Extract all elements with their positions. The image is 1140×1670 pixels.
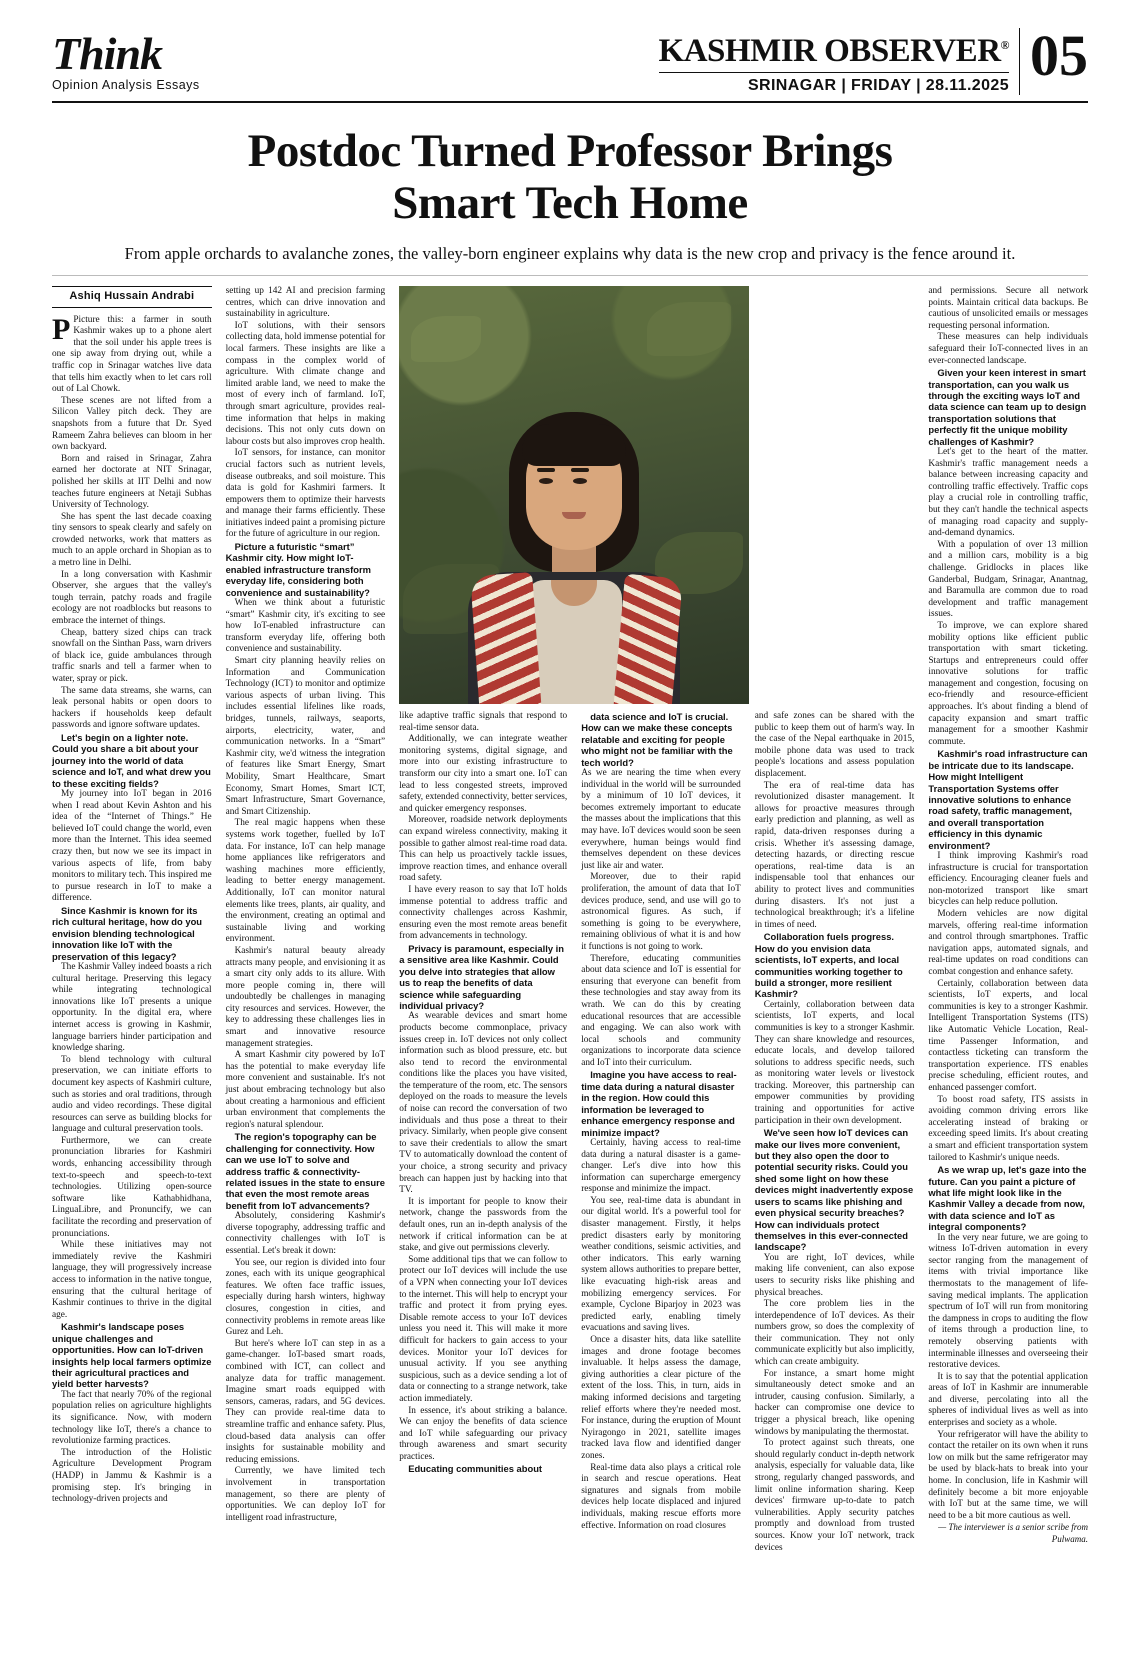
question: Collaboration fuels progress. How do you envision data scientists, IoT experts, and local communities working together to build a stronger, more resilient Kashmir? bbox=[754, 931, 903, 1000]
paragraph: To protect against such threats, one should regularly conduct in-depth network analysis, especially for valuable data, like strong, regularly changed passwords, and limit online information sharing. Keep devices' firmware up-to-date to patch vulnerabilities. Apply security patches promptly and download from trusted sources. Know your IoT network, track devices bbox=[754, 1438, 915, 1553]
scarf-left bbox=[470, 572, 542, 704]
paragraph: I have every reason to say that IoT holds immense potential to address traffic and connectivity challenges across Kashmir, ensuring even the most remote areas benefit from advancements in technology. bbox=[399, 884, 568, 942]
paragraph: and permissions. Secure all network points. Maintain critical data backups. Be cautious of unsolicited emails or messages requesting personal information. bbox=[928, 286, 1088, 331]
paragraph: When we think about a futuristic “smart” Kashmir city, it's exciting to see how IoT-enabled infrastructure can transform everyday life, offering both convenience and sustainability. bbox=[225, 598, 386, 655]
article-body bbox=[52, 286, 1088, 1554]
paragraph: Some additional tips that we can follow to protect our IoT devices will include the use of a VPN when connecting your IoT devices to the internet. This will help to encrypt your traffic and protect it from prying eyes. Disable remote access to your IoT devices unless you need it. This will make it more difficult for hackers to gain access to your devices. Monitor your IoT devices for unusual activity. If you see anything suspicious, such as a device sending a lot of data or connecting to a strange network, take action immediately. bbox=[399, 1254, 568, 1404]
paragraph: Modern vehicles are now digital marvels, offering real-time information and control through smartphones. Traffic navigation apps, automated signals, and real-time updates on road conditions can combat congestion and enhance safety. bbox=[928, 909, 1088, 978]
question: Since Kashmir is known for its rich cultural heritage, how do you envision blending technological innovation like IoT with the preservation of this legacy? bbox=[52, 904, 203, 962]
headline-line-2: Smart Tech Home bbox=[392, 177, 748, 229]
question: Picture a futuristic “smart” Kashmir city. How might IoT-enabled infrastructure transform everyday life, considering both convenience and sustainability? bbox=[225, 541, 371, 598]
paragraph: The era of real-time data has revolutionized disaster management. It allows for proactive measures through early prediction and planning, as well as rapid, data-driven responses during a crisis. Whether it's assessing damage, detecting hazards, or directing rescue operations, real-time data is an indispensable tool that enhances our ability to protect lives and communities during disasters. It's not just a technological breakthrough; it's a lifeline in times of need. bbox=[754, 780, 915, 930]
paragraph: You are right, IoT devices, while making life convenient, can also expose users to security risks like phishing and physical breaches. bbox=[754, 1252, 915, 1298]
paragraph: Kashmir's natural beauty already attracts many people, and envisioning it as a smart city only adds to its allure. With more people coming in, there will undoubtedly be challenges in managing city resources and services. However, the key to addressing these challenges lies in smart and innovative resource management strategies. bbox=[225, 945, 386, 1049]
paragraph: Cheap, battery sized chips can track snowfall on the Sinthan Pass, warn drivers of black ice, guide ambulances through traffic snarls and tell a farmer when to water, spray or pick. bbox=[52, 627, 212, 684]
paragraph: Additionally, we can integrate weather monitoring systems, digital signage, and more into our existing infrastructure to transform our city into a smart one. IoT can lead to less congested streets, improved safety, extended connectivity, better services, and quicker emergency responses. bbox=[399, 734, 568, 814]
headline bbox=[52, 125, 1088, 229]
byline: Ashiq Hussain Andrabi bbox=[52, 286, 212, 308]
column-6 bbox=[928, 286, 1088, 1554]
question: We've seen how IoT devices can make our lives more convenient, but they also open the door to potential security risks. Could you shed some light on how these devices might inadvertently expose users to scams like phishing and even physical security breaches? How can individuals protect themselves in this ever-connected landscape? bbox=[754, 1127, 914, 1253]
eye bbox=[573, 478, 587, 484]
paragraph: I think improving Kashmir's road infrastructure is crucial for transportation efficiency. Encouraging cleaner fuels and non-motorized transport like smart bicycles can help reduce pollution. bbox=[928, 851, 1088, 908]
paragraph: To boost road safety, ITS assists in avoiding common driving errors like accelerating instead of braking or exceeding speed limits. It's about creating a smart and efficient transportation system tailored to Kashmir's unique needs. bbox=[928, 1094, 1088, 1163]
paragraph: These scenes are not lifted from a Silicon Valley pitch deck. They are snapshots from a future that Dr. Syed Rameem Zahra believes can bloom in her own backyard. bbox=[52, 395, 212, 453]
paragraph: The introduction of the Holistic Agriculture Development Program (HADP) in Jammu & Kashmir is a promising step. It's bringing in technology-driven projects and bbox=[52, 1447, 212, 1505]
paragraph: Real-time data also plays a critical role in search and rescue operations. Heat signatures and signals from mobile devices help locate displaced and injured individuals, making rescue efforts more effective. Information on road closures bbox=[581, 1462, 741, 1531]
question: The region's topography can be challenging for connectivity. How can we use IoT to solve and address traffic & connectivity-related issues in the state to ensure that even the most remote areas benefit from IoT advancements? bbox=[225, 1131, 386, 1211]
paragraph: As wearable devices and smart home products become commonplace, privacy issues creep in. IoT devices not only collect information such as blood pressure, etc. but also tend to record the environmental conditions like the places you have visited, the temperature of the room, etc. The sensors deployed on the roads to measure the levels of noise can record the conversation of two individuals and thus pose a threat to their privacy. Similarly, when people give consent to save their credentials to allow the smart TV to automatically download the content of your choice, a strong security and privacy breach can happen just by hacking into that TV. bbox=[399, 1011, 568, 1196]
headline-line-1: Postdoc Turned Professor Brings bbox=[247, 125, 893, 177]
paragraph: Certainly, collaboration between data scientists, IoT experts, and local communities is key to a stronger Kashmir. Intelligent Transportation Systems (ITS) like Automatic Vehicle Location, Real-time Passenger Information, and contactless ticketing can transform the transportation experience. ITS enables precise scheduling, efficient routes, and enhanced passenger comfort. bbox=[928, 978, 1088, 1093]
question: As we wrap up, let's gaze into the future. Can you paint a picture of what life might look like in the Kashmir Valley a decade from now, with data science and IoT as integral components? bbox=[928, 1164, 1087, 1233]
scarf-right bbox=[613, 574, 683, 704]
paragraph: In a long conversation with Kashmir Observer, she argues that the valley's tough terrain, patchy roads and fragile ecology are not roadblocks but reasons to embrace the internet of things. bbox=[52, 569, 212, 627]
paragraph: IoT solutions, with their sensors collecting data, hold immense potential for local farmers. These insights are like a compass in the complex world of agriculture. With climate change and limited arable land, we need to make the most of every inch of farmland. IoT, through smart agriculture, provides real-time information that helps in making decisions. This not only cuts down on labour costs but also improves crop health. bbox=[225, 320, 386, 447]
question: Educating communities about bbox=[408, 1463, 543, 1475]
paragraph: She has spent the last decade coaxing tiny sensors to speak clearly and safely on crowded networks, work that matters as much to an apple orchard in Shopian as to a metro line in Delhi. bbox=[52, 511, 212, 569]
paragraph: like adaptive traffic signals that respond to real-time sensor data. bbox=[399, 711, 568, 733]
paragraph: You see, real-time data is abundant in our digital world. It's a powerful tool for disaster management. Firstly, it helps predict disasters early by monitoring weather conditions, seismic activities, and other indicators. This early warning system allows authorities to prepare better, like evacuating high-risk areas and mobilizing emergency services. For example, Cyclone Biparjoy in 2023 was predicted early, enabling timely evacuations and saving lives. bbox=[581, 1195, 741, 1334]
paragraph: With a population of over 13 million and a million cars, mobility is a big challenge. Gridlocks in places like Ganderbal, Budgam, Srinagar, Anantnag, and Baramulla are common due to road development and traffic management issues. bbox=[928, 539, 1088, 620]
standfirst: From apple orchards to avalanche zones, the valley-born engineer explains why data is the new crop and privacy is the fence around it. bbox=[124, 244, 1016, 263]
section-title: Think bbox=[52, 28, 163, 79]
column-1 bbox=[52, 286, 212, 1554]
paper-brand bbox=[658, 23, 1088, 95]
paragraph: Your refrigerator will have the ability to contact the retailer on its own when it runs low on milk but the same refrigerator may be used by black-hats to break into your home. In conclusion, life in Kashmir will definitely become a bit more enjoyable with IoT but at the same time, we will need to be a bit more cautious as well. bbox=[928, 1429, 1088, 1521]
page-number: 05 bbox=[1030, 23, 1088, 88]
eye bbox=[539, 478, 553, 484]
column-3 bbox=[399, 286, 567, 1554]
question: Imagine you have access to real-time data during a natural disaster in the region. How could this information be leveraged to enhance emergency response and minimize impact? bbox=[581, 1069, 737, 1138]
paragraph: Let's get to the heart of the matter. Kashmir's traffic management needs a balance between increasing capacity and controlling traffic effectively. Traffic cops play a crucial role in controlling traffic, but they can't handle the technical aspects of managing road capacity and supply-and-demand dynamics. bbox=[928, 447, 1088, 539]
question: Given your keen interest in smart transportation, can you walk us through the exciting ways IoT and data science can team up to design transportation solutions that perfectly fit the unique mobility challenges of Kashmir? bbox=[928, 367, 1087, 447]
paragraph: The Kashmir Valley indeed boasts a rich cultural heritage. Preserving this legacy while integrating technological innovations like IoT presents a unique opportunity. In the digital era, where internet access is growing in Kashmir, language barriers hinder participation and knowledge sharing. bbox=[52, 961, 212, 1054]
paragraph: It is important for people to know their network, change the passwords from the default ones, run an in-depth analysis of the network if critical information can be at stake, and give out permissions cleverly. bbox=[399, 1196, 568, 1254]
paragraph: In essence, it's about striking a balance. We can enjoy the benefits of data science and IoT while safeguarding our privacy through awareness and smart security practices. bbox=[399, 1405, 568, 1462]
divider bbox=[52, 275, 1088, 276]
paragraph: Furthermore, we can create pronunciation libraries for Kashmiri words, enhancing accessibility through text-to-speech and speech-to-text technologies. Utilizing open-source software like Kathabhidhana, LinguaLibre, and Pronuncify, we can facilitate the recording and preservation of pronunciations. bbox=[52, 1135, 212, 1239]
paragraph: In the very near future, we are going to witness IoT-driven automation in every sector ranging from the management of items with trivial importance like thermostats to the management of life-saving medical implants. The application spectrum of IoT will run from monitoring the dampness in crops to auditing the flow of items through a production line, to remotely observing patients with interminable illnesses and overseeing their restorative devices. bbox=[928, 1232, 1088, 1371]
section-subtitle: Opinion Analysis Essays bbox=[52, 78, 200, 92]
paragraph: The core problem lies in the interdependence of IoT devices. As their numbers grow, so does the complexity of their communication. They not only communicate explicitly but also implicitly, which can create ambiguity. bbox=[754, 1299, 915, 1368]
question: Kashmir's road infrastructure can be intricate due to its landscape. How might Intelligent Transportation Systems offer innovative solutions to enhance road safety, traffic management, and overall transportation efficiency in this dynamic environment? bbox=[928, 748, 1088, 851]
paragraph: To blend technology with cultural preservation, we can initiate efforts to document key aspects of Kashmiri culture, such as stories and oral traditions, through audio and video recordings. These digital resources can serve as building blocks for language and cultural preservation tools. bbox=[52, 1054, 212, 1135]
paragraph: The fact that nearly 70% of the regional population relies on agriculture highlights its significance. Now, with modern technology like IoT, there's a chance to revolutionize farming practices. bbox=[52, 1389, 212, 1447]
paragraph: Born and raised in Srinagar, Zahra earned her doctorate at NIT Srinagar, polished her skills at IIT Delhi and now teaches future engineers at Netaji Subhas University of Technology. bbox=[52, 453, 212, 511]
paragraph: Certainly, collaboration between data scientists, IoT experts, and local communities is key to a stronger Kashmir. They can share knowledge and resources, educate locals, and develop tailored solutions to address specific needs, such as monitoring water levels or livestock tracking. Moreover, this partnership can empower communities by providing training and opportunities for active participation in their own development. bbox=[754, 999, 915, 1126]
question: Privacy is paramount, especially in a sensitive area like Kashmir. Could you delve into strategies that allow us to reap the benefits of data science while safeguarding individual privacy? bbox=[399, 942, 564, 1011]
paragraph: As we are nearing the time when every individual in the world will be surrounded by a minimum of 10 IoT devices, it becomes extremely important to educate the masses about the implications that this may have. IoT devices would soon be seen everywhere, human beings would find themselves dependent on these devices just like air and water. bbox=[581, 768, 741, 871]
paragraph: Certainly, having access to real-time data during a natural disaster is a game-changer. Let's dive into how this information can supercharge emergency response and minimize the impact. bbox=[581, 1137, 741, 1195]
paragraph: While these initiatives may not immediately revive the Kashmiri language, they will progressively increase access to information in the native tongue, ensuring that the cultural heritage of Kashmir continues to thrive in the digital age. bbox=[52, 1240, 212, 1320]
section-brand bbox=[52, 28, 200, 92]
foliage-icon bbox=[647, 302, 731, 356]
paragraph: For instance, a smart home might simultaneously detect smoke and an intruder, causing confusion. Similarly, a hacker can compromise one device to trigger a physical breach, like opening windows by manipulating the thermostat. bbox=[754, 1368, 915, 1437]
dateline: SRINAGAR | FRIDAY | 28.11.2025 bbox=[659, 72, 1009, 95]
registered-mark: ® bbox=[1000, 38, 1009, 52]
paragraph: Moreover, roadside network deployments can expand wireless connectivity, making it possible to gather almost real-time road data. This can help us proactively tackle issues, improve reaction times, and enhance overall road safety. bbox=[399, 815, 568, 884]
masthead bbox=[52, 23, 1088, 103]
column-2 bbox=[226, 286, 386, 1554]
paragraph: These measures can help individuals safeguard their IoT-connected lives in an ever-connected landscape. bbox=[928, 332, 1088, 366]
paragraph: You see, our region is divided into four zones, each with its unique geographical features. We often face traffic issues, especially during harsh winters, highway closures, congestion in cities, and connectivity problems in remote areas like Gurez and Leh. bbox=[225, 1257, 386, 1338]
paper-name-text: KASHMIR OBSERVER bbox=[658, 33, 1001, 69]
paragraph: and safe zones can be shared with the public to keep them out of harm's way. In the case of the Nepal earthquake in 2015, mobile phone data was used to track people's locations and assess population displacement. bbox=[754, 711, 915, 779]
question: Kashmir's landscape poses unique challenges and opportunities. How can IoT-driven insights help local farmers optimize their agricultural practices and yield better harvests? bbox=[52, 1321, 212, 1390]
paragraph: The real magic happens when these systems work together, fuelled by IoT data. For instance, IoT can help manage home appliances like refrigerators and washing machines more efficiently, leading to better energy management. Additionally, IoT can monitor natural elements like trees, plants, air quality, and the environment, creating an optimal and sustainable living and working environment. bbox=[225, 818, 386, 945]
paragraph: But here's where IoT can step in as a game-changer. IoT-based smart roads, combined with ICT, can collect and analyze data for traffic management. Imagine smart roads equipped with sensors, cameras, radars, and 5G devices. They can provide real-time data to streamline traffic and enhance safety. Plus, cloud-based data analysis can offer insights for sustainable mobility and reducing emissions. bbox=[225, 1338, 386, 1465]
question-continued: data science and IoT is crucial. How can we make these concepts relatable and exciting for people who might not be familiar with the tech world? bbox=[581, 711, 733, 768]
paragraph: A smart Kashmir city powered by IoT has the potential to make everyday life more convenient and sustainable. It's not just about embracing technology but also about creating a harmonious and efficient urban environment that complements the region's natural splendour. bbox=[225, 1050, 386, 1130]
paragraph: My journey into IoT began in 2016 when I read about Kevin Ashton and his idea of the “Internet of Things.” He believed IoT could change the world, even more than the Internet. This idea seemed crazy then, but now we see its impact in various aspects of life, from baby monitors to military tech. This inspired me to pursue research in IoT to make a difference. bbox=[52, 789, 212, 904]
fringe bbox=[522, 424, 626, 466]
eyebrow bbox=[571, 468, 589, 472]
paragraph: IoT sensors, for instance, can monitor crucial factors such as nutrient levels, disease outbreaks, and soil moisture. This data is gold for Kashmiri farmers. It empowers them to optimize their harvests and manage their farms efficiently. These initiatives indeed paint a promising picture for the future of agriculture in our region. bbox=[225, 448, 386, 540]
foliage-icon bbox=[411, 316, 481, 362]
author-note: — The interviewer is a senior scribe from Pulwama. bbox=[938, 1522, 1088, 1544]
article-photo bbox=[399, 286, 749, 704]
paragraph: To improve, we can explore shared mobility options like efficient public transportation with smart ticketing. Startups and entrepreneurs could offer innovative solutions for traffic management and congestion, focusing on eco-friendly and resource-efficient approaches. It's about finding a blend of capacity expansion and smart traffic management for a smoother Kashmir commute. bbox=[928, 620, 1088, 747]
paragraph: Once a disaster hits, data like satellite images and drone footage becomes invaluable. It helps assess the damage, giving authorities a clear picture of the extent of the loss. This, in turn, aids in making informed decisions and targeting relief efforts where they're needed most. For instance, during the eruption of Mount Nyiragongo in 2021, satellite images tracked lava flow and identified danger zones. bbox=[581, 1335, 741, 1461]
drop-cap: P bbox=[52, 312, 71, 346]
paragraph: setting up 142 AI and precision farming centres, which can drive innovation and sustainability in agriculture. bbox=[225, 286, 386, 320]
paragraph-text: Picture this: a farmer in south Kashmir wakes up to a phone alert that the soil under his apple trees is one sip away from drying out, while a traffic cop in Srinagar watches live data that tells him exactly when to let cars roll out of Lal Chowk. bbox=[52, 314, 212, 395]
paragraph: The same data streams, she warns, can leak personal habits or open doors to hackers if households keep default passwords and ignore software updates. bbox=[52, 685, 212, 731]
eyebrow bbox=[537, 468, 555, 472]
question: Let's begin on a lighter note. Could you share a bit about your journey into the world of data science and IoT, and what drew you to these exciting fields? bbox=[52, 731, 211, 789]
paragraph: Absolutely, considering Kashmir's diverse topography, addressing traffic and connectivity challenges with IoT is essential. Let's break it down: bbox=[225, 1211, 386, 1257]
column-5 bbox=[755, 286, 915, 1554]
paragraph: Smart city planning heavily relies on Information and Communication Technology (ICT) to monitor and optimize various aspects of urban living. This includes essential lifelines like roads, bridges, tunnels, railways, seaports, airports, electricity, water, and communication networks. In a “Smart” Kashmir city, we'd witness the integration of features like Smart Energy, Smart Mobility, Smart Healthcare, Smart Economy, Smart Homes, Smart ICT, Smart Infrastructure, Smart Governance, and Smart Citizenship. bbox=[225, 656, 386, 817]
mouth bbox=[562, 512, 586, 519]
paragraph: Moreover, due to their rapid proliferation, the amount of data that IoT devices produce, send, and use will go to astronomical figures. As such, if something is going to be everywhere, remaining oblivious of what it is and how it functions is not going to work. bbox=[581, 872, 741, 952]
paragraph: It is to say that the potential application areas of IoT in Kashmir are innumerable and diverse, percolating into all the spheres of individual lives as well as into enterprises and society as a whole. bbox=[928, 1371, 1088, 1429]
paragraph: Currently, we have limited tech involvement in transportation management, so there are plenty of opportunities. We can deploy IoT for intelligent road infrastructure, bbox=[225, 1466, 386, 1523]
portrait-subject bbox=[449, 404, 699, 704]
paragraph: Therefore, educating communities about data science and IoT is essential for ensuring that everyone can benefit from these technologies and stay away from its wrath. We can do this by creating educational resources that are accessible and engaging. We can also work with local schools and community organizations to incorporate data science and IoT into their curriculum. bbox=[581, 953, 741, 1068]
paper-name bbox=[659, 28, 1009, 68]
paragraph bbox=[52, 312, 212, 396]
